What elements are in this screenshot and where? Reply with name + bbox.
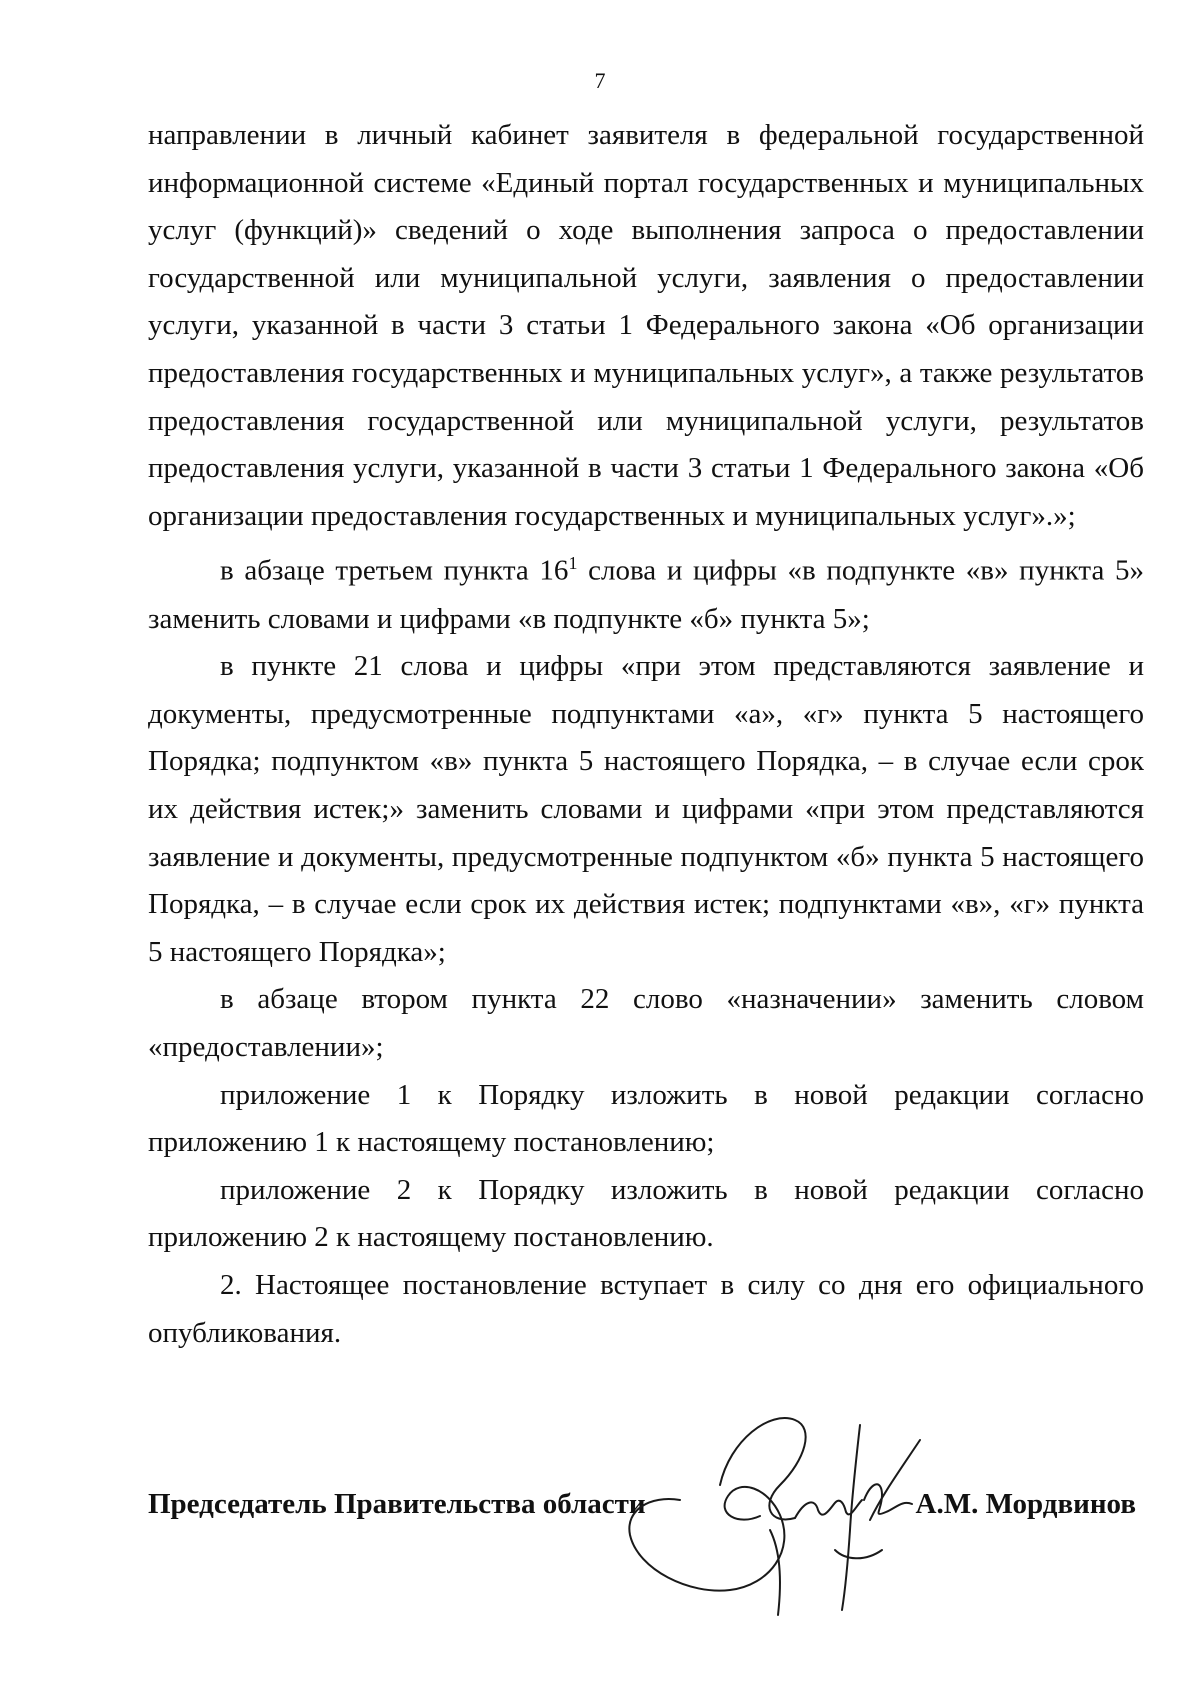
signature-strokes (629, 1418, 920, 1615)
handwritten-signature (620, 1400, 950, 1630)
paragraph-item-21: в пункте 21 слова и цифры «при этом представляются заявление и документы, предусмотренные подпунктами «а», «г» пункта 5 настоящего Порядка; подпунктом «в» пункта 5 настоящего Порядка, – в случае если срок их действия истек;» заменить словами и цифрами «при этом представляются заявление и документы, предусмотренные подпунктом «б» пункта 5 настоящего Порядка, – в случае если срок их действия истек; подпунктами «в», «г» пункта 5 настоящего Порядка»; (148, 650, 1144, 968)
paragraph-appendix-2: приложение 2 к Порядку изложить в новой редакции согласно приложению 2 к настоящему постановлению. (148, 1173, 1144, 1254)
document-body (148, 112, 1144, 1357)
signatory-title: Председатель Правительства области (148, 1488, 646, 1520)
paragraph-appendix-1: приложение 1 к Порядку изложить в новой редакции согласно приложению 1 к настоящему постановлению; (148, 1078, 1144, 1159)
paragraph-item-16-1 (148, 540, 1144, 643)
paragraph-continuation: направлении в личный кабинет заявителя в федеральной государственной информационной системе «Единый портал государственных и муниципальных услуг (функций)» сведений о ходе выполнения запроса о предоставлении государственной или муниципальной услуги, заявления о предоставлении услуги, указанной в части 3 статьи 1 Федерального закона «Об организации предоставления государственных и муниципальных услуг», а также результатов предоставления государственной или муниципальной услуги, результатов предоставления услуги, указанной в части 3 статьи 1 Федерального закона «Об организации предоставления государственных и муниципальных услуг».»; (148, 119, 1144, 532)
paragraph-item-16-1-end: слова и цифры «в подпункте «в» пункта 5» заменить словами и цифрами «в подпункте «б» пункта 5»; (148, 555, 1144, 635)
signatory-name: А.М. Мордвинов (915, 1488, 1136, 1520)
paragraph-clause-2: 2. Настоящее постановление вступает в силу со дня его официального опубликования. (148, 1268, 1144, 1349)
paragraph-item-16-1-start: в абзаце третьем пункта 16 (220, 555, 569, 587)
paragraph-item-22: в абзаце втором пункта 22 слово «назначении» заменить словом «предоставлении»; (148, 983, 1144, 1063)
superscript-index: 1 (568, 553, 578, 574)
page-number: 7 (594, 68, 606, 93)
